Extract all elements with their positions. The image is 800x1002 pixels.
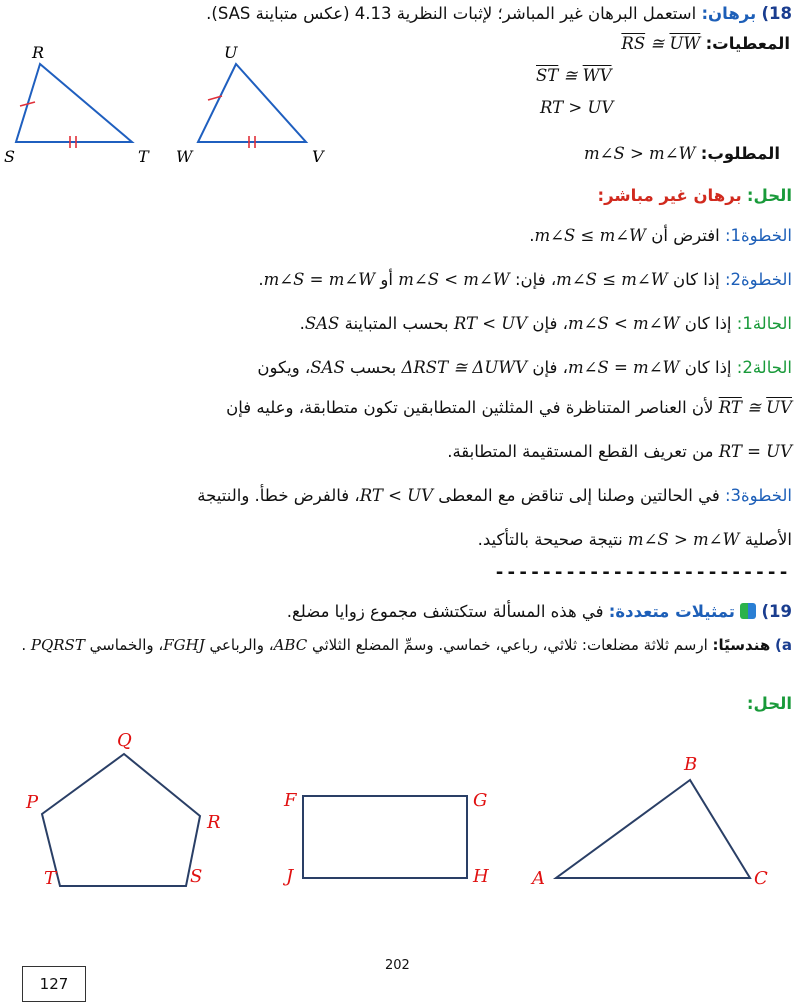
case-2-math: ΔRST ≅ ΔUWV — [401, 358, 528, 377]
step-3-text: الأصلية — [744, 530, 792, 549]
label-s: S — [4, 147, 15, 166]
solution-label: الحل: — [746, 186, 792, 205]
case-1-math: m∠S < m∠W — [567, 314, 680, 333]
problem-text: استعمل البرهان غير المباشر؛ لإثبات النظرية 4.13 (عكس متباينة SAS). — [206, 4, 697, 23]
triangles-figure — [0, 40, 340, 170]
label-f: F — [284, 790, 297, 811]
prove-line — [584, 144, 780, 163]
step-3-label: الخطوة3: — [724, 486, 792, 505]
part-a-math: FGHJ — [163, 636, 205, 654]
dashed-divider: ------------------------- — [494, 562, 790, 583]
solution-label-19: الحل: — [746, 694, 792, 713]
case-2-text: ، فإن — [532, 358, 568, 377]
case-1-label: الحالة1: — [736, 314, 792, 333]
segment-rt: $\overline{RT}$ — [718, 398, 742, 417]
step-3-math: RT < UV — [359, 486, 433, 505]
page-number-center: 202 — [385, 958, 410, 973]
part-a-label: a) — [775, 636, 792, 654]
step-3-text: نتيجة صحيحة بالتأكيد. — [477, 530, 623, 549]
case-2-math: RT = UV — [718, 442, 792, 461]
step-3-math: m∠S > m∠W — [627, 530, 740, 549]
solution-title — [597, 186, 792, 205]
problem-19-header — [287, 602, 792, 621]
step-1-math: m∠S ≤ m∠W — [534, 226, 647, 245]
step-1-label: الخطوة1: — [724, 226, 792, 245]
case-2-text: من تعريف القطع المستقيمة المتطابقة. — [447, 442, 714, 461]
given-block: المعطيات: $\overline{RS}$ ≅ $\overline{UW}$ — [621, 34, 790, 53]
label-t: T — [44, 868, 57, 889]
case-2-math: m∠S = m∠W — [567, 358, 680, 377]
triangle-abc — [530, 754, 768, 889]
proof-label: برهان: — [701, 4, 757, 23]
prove-statement: m∠S > m∠W — [583, 144, 696, 163]
case-1-math: SAS — [304, 314, 340, 333]
label-j: J — [286, 866, 294, 887]
label-t: T — [138, 147, 149, 166]
label-h: H — [473, 866, 489, 887]
triangle-rst — [4, 43, 150, 166]
label-q: Q — [117, 730, 132, 751]
step-2-label: الخطوة2: — [724, 270, 792, 289]
label-r: R — [32, 43, 45, 62]
given-label: المعطيات: — [705, 34, 790, 53]
pentagon-pqrst — [25, 730, 221, 889]
case-2-math: SAS — [310, 358, 345, 377]
page-number-box: 127 — [22, 966, 86, 1002]
part-a-math: ABC — [273, 636, 308, 654]
step-2-math: m∠S = m∠W — [263, 270, 376, 289]
step-3-line-2 — [478, 530, 792, 549]
polygons-figure — [0, 720, 800, 900]
given-line-2: $\overline{ST}$ ≅ $\overline{WV}$ — [536, 66, 612, 85]
case-2-text: إذا كان — [684, 358, 732, 377]
case-2-line-1 — [257, 358, 792, 377]
case-2-text: لأن العناصر المتناظرة في المثلثين المتطابقين تكون متطابقة، وعليه فإن — [226, 398, 714, 417]
step-2-math: m∠S ≤ m∠W — [556, 270, 668, 289]
step-3-line-1 — [197, 486, 792, 505]
given-segment-uw: $\overline{UW}$ — [669, 34, 701, 53]
case-2-text: بحسب — [350, 358, 397, 377]
part-a-title: هندسيًا: — [712, 636, 771, 654]
label-b: B — [684, 754, 698, 775]
label-u: U — [224, 43, 238, 62]
given-segment-st: $\overline{ST}$ — [536, 66, 559, 85]
label-r: R — [207, 812, 221, 833]
case-1-math: RT < UV — [453, 314, 528, 333]
case-1-text: إذا كان — [684, 314, 732, 333]
label-s: S — [190, 866, 203, 887]
case-1-text: بحسب المتباينة — [344, 314, 449, 333]
part-a-text: ، والخماسي — [89, 636, 164, 654]
indirect-proof-title: برهان غير مباشر: — [597, 186, 742, 205]
part-a-text: ، والرباعي — [209, 636, 274, 654]
label-v: V — [312, 147, 324, 166]
given-segment-wv: $\overline{WV}$ — [582, 66, 612, 85]
problem-number: 19) — [761, 602, 792, 621]
case-2-text: ، ويكون — [257, 358, 311, 377]
case-2-line-2: $\overline{RT}$ ≅ $\overline{UV}$ لأن العناصر المتناظرة في المثلثين المتطابقين تكون متطابقة، وعليه فإن — [226, 398, 792, 417]
step-3-text: في الحالتين وصلنا إلى تناقض مع المعطى — [438, 486, 720, 505]
label-g: G — [473, 790, 488, 811]
problem-18-header — [2, 4, 792, 23]
part-a-text: ارسم ثلاثة مضلعات: ثلاثي، رباعي، خماسي. وسمِّ المضلع الثلاثي — [311, 636, 708, 654]
step-2-text: أو — [380, 270, 393, 289]
triangle-uwv — [176, 43, 325, 166]
problem-number: 18) — [761, 4, 792, 23]
multiple-representations-icon — [740, 603, 756, 619]
step-1: الخطوة1: افترض أن m∠S ≤ m∠W. — [529, 226, 792, 245]
part-a-math: PQRST — [30, 636, 85, 654]
step-2-text: ، فإن: — [515, 270, 557, 289]
step-3-text: ، فالفرض خطأ. والنتيجة — [197, 486, 360, 505]
step-2-math: m∠S < m∠W — [398, 270, 510, 289]
case-2-line-3 — [447, 442, 792, 461]
label-p: P — [26, 792, 39, 813]
label-c: C — [754, 868, 768, 889]
problem-text: في هذه المسألة ستكتشف مجموع زوايا مضلع. — [286, 602, 604, 621]
multiple-representations-label: تمثيلات متعددة: — [608, 602, 735, 621]
case-2-label: الحالة2: — [736, 358, 792, 377]
rectangle-fghj — [282, 790, 489, 887]
step-2: الخطوة2: إذا كان m∠S ≤ m∠W، فإن: m∠S < m∠W أو m∠S = m∠W. — [258, 270, 792, 289]
case-1: الحالة1: إذا كان m∠S < m∠W، فإن RT < UV بحسب المتباينة SAS. — [299, 314, 792, 333]
label-a: A — [532, 868, 545, 889]
label-w: W — [176, 147, 193, 166]
case-1-text: ، فإن — [532, 314, 568, 333]
part-a-text: . — [21, 636, 27, 654]
given-line-3: RT > UV — [540, 98, 614, 117]
given-segment-rs: $\overline{RS}$ — [621, 34, 646, 53]
segment-uv: $\overline{UV}$ — [766, 398, 792, 417]
step-2-text: إذا كان — [672, 270, 720, 289]
step-1-text: افترض أن — [651, 226, 720, 245]
part-a — [2, 632, 792, 658]
prove-label: المطلوب: — [700, 144, 780, 163]
